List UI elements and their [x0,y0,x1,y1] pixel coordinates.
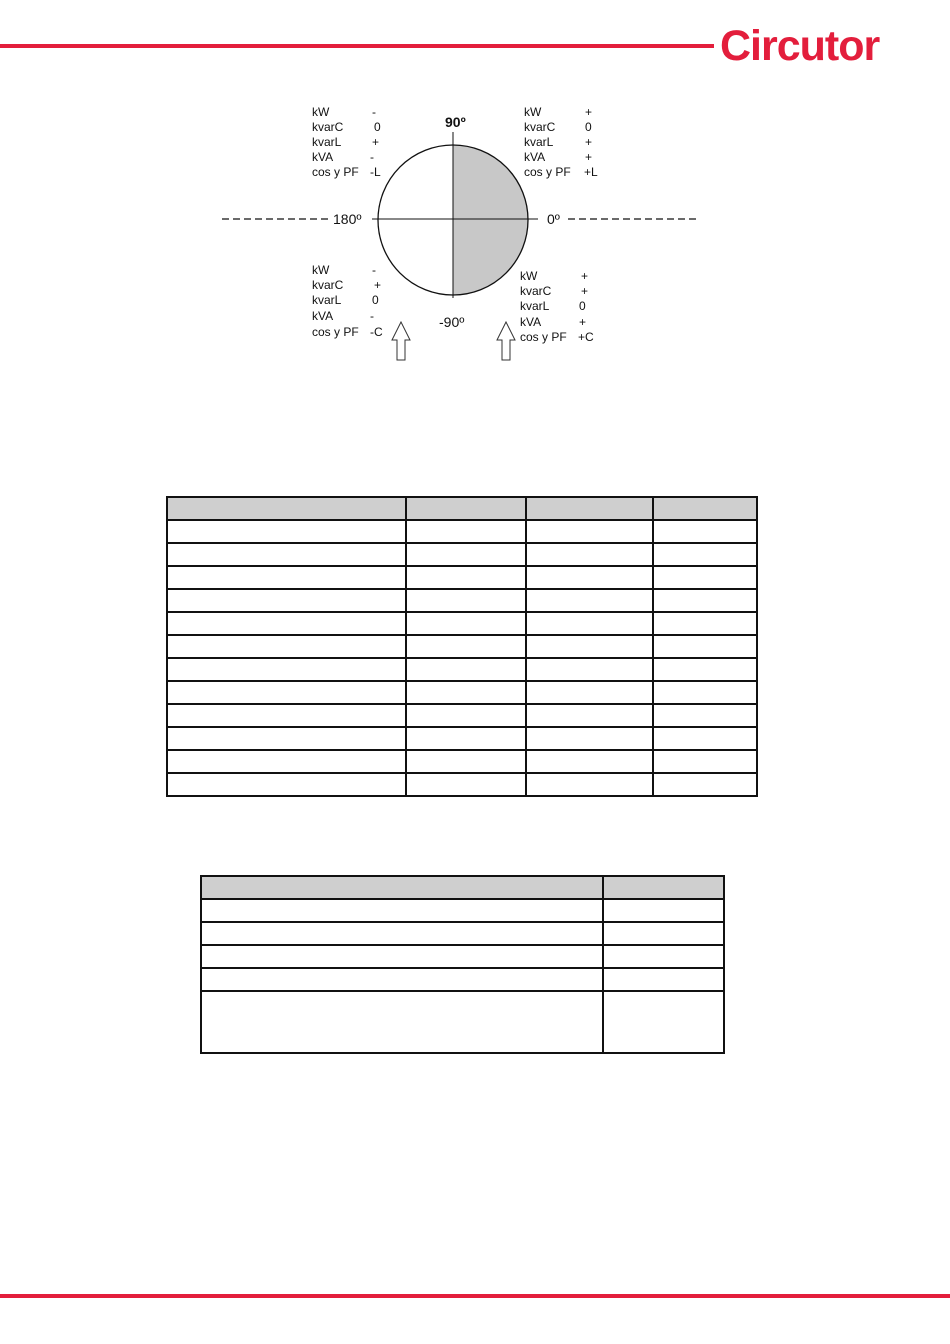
q-value: - [372,105,376,119]
quadrant-shade [453,145,528,295]
q-label: kW [312,263,330,277]
table-row [167,658,757,681]
q-label: kvarC [520,284,552,298]
q-label: kvarL [312,293,342,307]
q-value: 0 [374,120,381,134]
q-label: cos y PF [312,165,359,179]
q-value: +L [584,165,598,179]
table-row [167,704,757,727]
q-value: - [370,150,374,164]
q-value: 0 [372,293,379,307]
q-value: + [581,269,589,283]
up-arrow-icon [392,322,410,360]
angle-minus-90: -90º [439,314,465,330]
q-label: cos y PF [520,330,567,344]
measurement-table [166,496,758,797]
angle-90: 90º [445,114,466,130]
table-row [167,612,757,635]
q-label: kVA [312,309,334,323]
table-row [167,727,757,750]
q-value: + [372,135,380,149]
q-value: + [374,278,382,292]
q-value: + [585,150,593,164]
table-row [167,773,757,796]
q-label: kvarL [312,135,342,149]
table-row [201,945,724,968]
q-value: -L [370,165,381,179]
q-value: +C [578,330,594,344]
q-value: - [372,263,376,277]
q-value: + [579,315,587,329]
q-label: kvarC [312,120,344,134]
table-header-row [201,876,724,899]
table-row [167,635,757,658]
quadrant-top-right [524,105,598,179]
q-label: kW [524,105,542,119]
table-row [167,589,757,612]
table-row [201,922,724,945]
quadrant-bottom-left [312,263,383,339]
footer-rule [0,1294,950,1298]
q-value: + [581,284,589,298]
table-header-row [167,497,757,520]
table-row [167,543,757,566]
brand-logo: Circutor [720,22,880,70]
quadrant-top-left [312,105,381,179]
table-row [201,968,724,991]
table-row [167,681,757,704]
q-label: kVA [524,150,546,164]
q-value: 0 [579,299,586,313]
q-label: kW [312,105,330,119]
q-label: kW [520,269,538,283]
q-value: + [585,105,593,119]
secondary-table [200,875,725,1054]
table-row [167,520,757,543]
q-value: + [585,135,593,149]
q-label: kvarC [524,120,556,134]
q-value: 0 [585,120,592,134]
q-label: cos y PF [524,165,571,179]
angle-180: 180º [333,211,362,227]
q-label: cos y PF [312,325,359,339]
q-label: kVA [520,315,542,329]
q-label: kvarC [312,278,344,292]
q-value: -C [370,325,383,339]
angle-0: 0º [547,211,560,227]
table-row [167,566,757,589]
q-value: - [370,309,374,323]
power-quadrant-diagram [0,0,950,400]
q-label: kvarL [524,135,554,149]
table-row [167,750,757,773]
table-row [201,899,724,922]
quadrant-bottom-right [520,269,594,344]
q-label: kvarL [520,299,550,313]
up-arrow-icon [497,322,515,360]
q-label: kVA [312,150,334,164]
table-row [201,991,724,1053]
